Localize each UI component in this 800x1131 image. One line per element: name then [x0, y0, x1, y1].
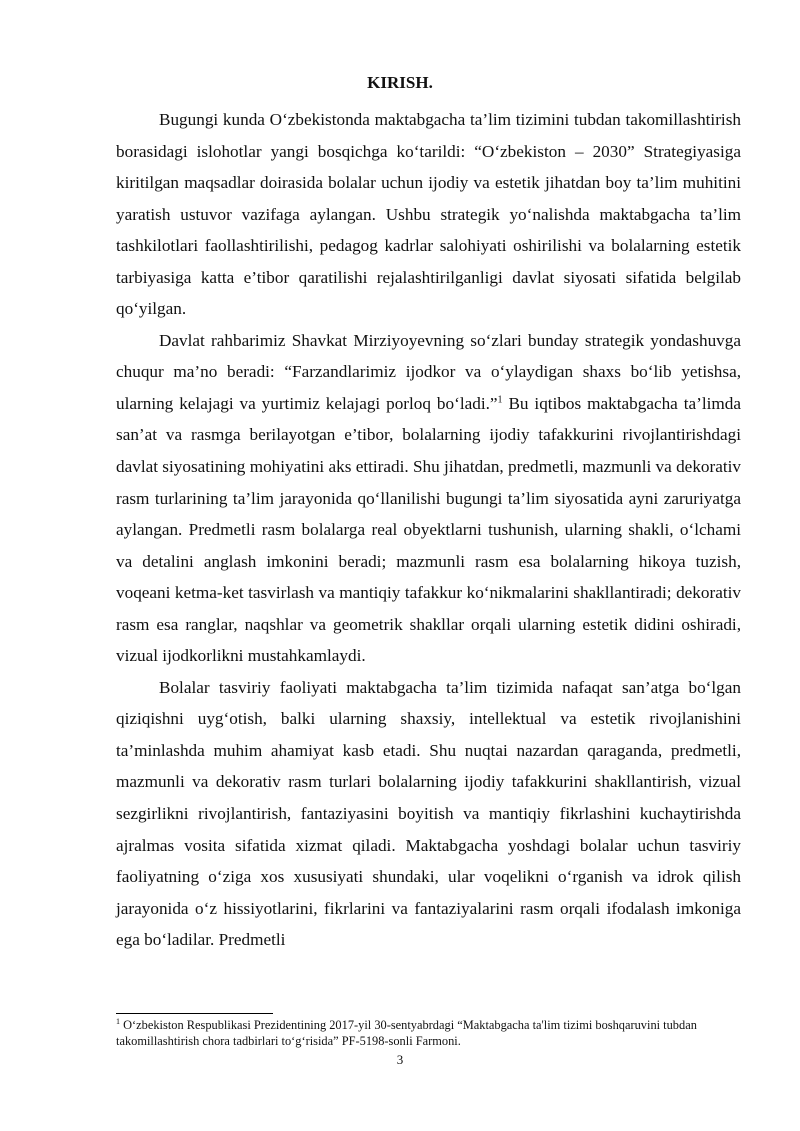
paragraph-3: Bolalar tasviriy faoliyati maktabgacha ta’lim tizimida nafaqat san’atga bo‘lgan qiziqishni uyg‘otish, balki ularning shaxsiy, intellektual va estetik rivojlanishini ta’minlashda muhim ahamiyat kasb etadi. Shu nuqtai nazardan qaraganda, predmetli, mazmunli va dekorativ rasm turlari bolalarning ijodiy tafakkurini shakllantirish, vizual sezgirlikni rivojlantirish, fantaziyasini boyitish va mantiqiy fikrlashini kuchaytirishda ajralmas vosita sifatida xizmat qiladi. Maktabgacha yoshdagi bolalar uchun tasviriy faoliyatning o‘ziga xos xususiyati shundaki, ular voqelikni o‘rganish va idrok qilish jarayonida o‘z hissiyotlarini, fikrlarini va fantaziyalarini rasm orqali ifodalash imkoniga ega bo‘ladilar. Predmetli [116, 677, 741, 950]
footnote-reference[interactable]: 1 [497, 394, 503, 406]
footnote-text: O‘zbekiston Respublikasi Prezidentining 2017-yil 30-sentyabrdagi “Maktabgacha ta'lim tizimi boshqaruvini tubdan takomillashtirish chora tadbirlari to‘g‘risida” PF-5198-sonli Farmoni. [116, 1018, 697, 1048]
footnote-mark: 1 [116, 1016, 120, 1026]
paragraph-1: Bugungi kunda O‘zbekistonda maktabgacha ta’lim tizimini tubdan takomillashtirish borasidagi islohotlar yangi bosqichga ko‘tarildi: “O‘zbekiston – 2030” Strategiyasiga kiritilgan maqsadlar doirasida bolalar uchun ijodiy va estetik jihatdan boy ta’lim muhitini yaratish ustuvor vazifaga aylangan. Ushbu strategik yo‘nalishda maktabgacha ta’lim tashkilotlari faollashtirilishi, pedagog kadrlar salohiyati oshirilishi va bolalarning estetik tarbiyasiga katta e’tibor qaratilishi rejalashtirilganligi davlat siyosati sifatida belgilab qo‘yilgan. [116, 110, 741, 319]
paragraph-2-text-after-ref: Bu iqtibos maktabgacha ta’limda san’at va rasmga berilayotgan e’tibor, bolalarning ijodiy tafakkurini rivojlantirishdagi davlat siyosatining mohiyatini aks ettiradi. Shu jihatdan, predmetli, mazmunli va dekorativ rasm turlarining ta’lim jarayonida qo‘llanilishi bugungi ta’lim siyosatida ayni zaruriyatga aylangan. Predmetli rasm bolalarga real obyektlarni tushunish, ularning shakli, o‘lchami va detalini anglash imkonini beradi; mazmunli rasm esa bolalarning hikoya tuzish, voqeani ketma-ket tasvirlash va mantiqiy tafakkur ko‘nikmalarini shakllantiradi; dekorativ rasm esa ranglar, naqshlar va geometrik shakllar orqali ularning estetik didini oshiradi, vizual ijodkorlikni mustahkamlaydi. [116, 393, 741, 666]
paragraph-2-text-before-ref: Davlat rahbarimiz Shavkat Mirziyoyevning so‘zlari bunday strategik yondashuvga chuqur ma’no beradi: “Farzandlarimiz ijodkor va o‘ylaydigan shaxs bo‘lib yetishsa, ularning kelajagi va yurtimiz kelajagi porloq bo‘ladi.” [116, 330, 741, 413]
page-number: 3 [396, 1052, 404, 1067]
footnote-separator [116, 1013, 273, 1014]
section-heading: KIRISH. [367, 73, 433, 92]
document-body [116, 104, 741, 956]
paragraph-2 [116, 325, 741, 672]
footnote [116, 1017, 741, 1049]
